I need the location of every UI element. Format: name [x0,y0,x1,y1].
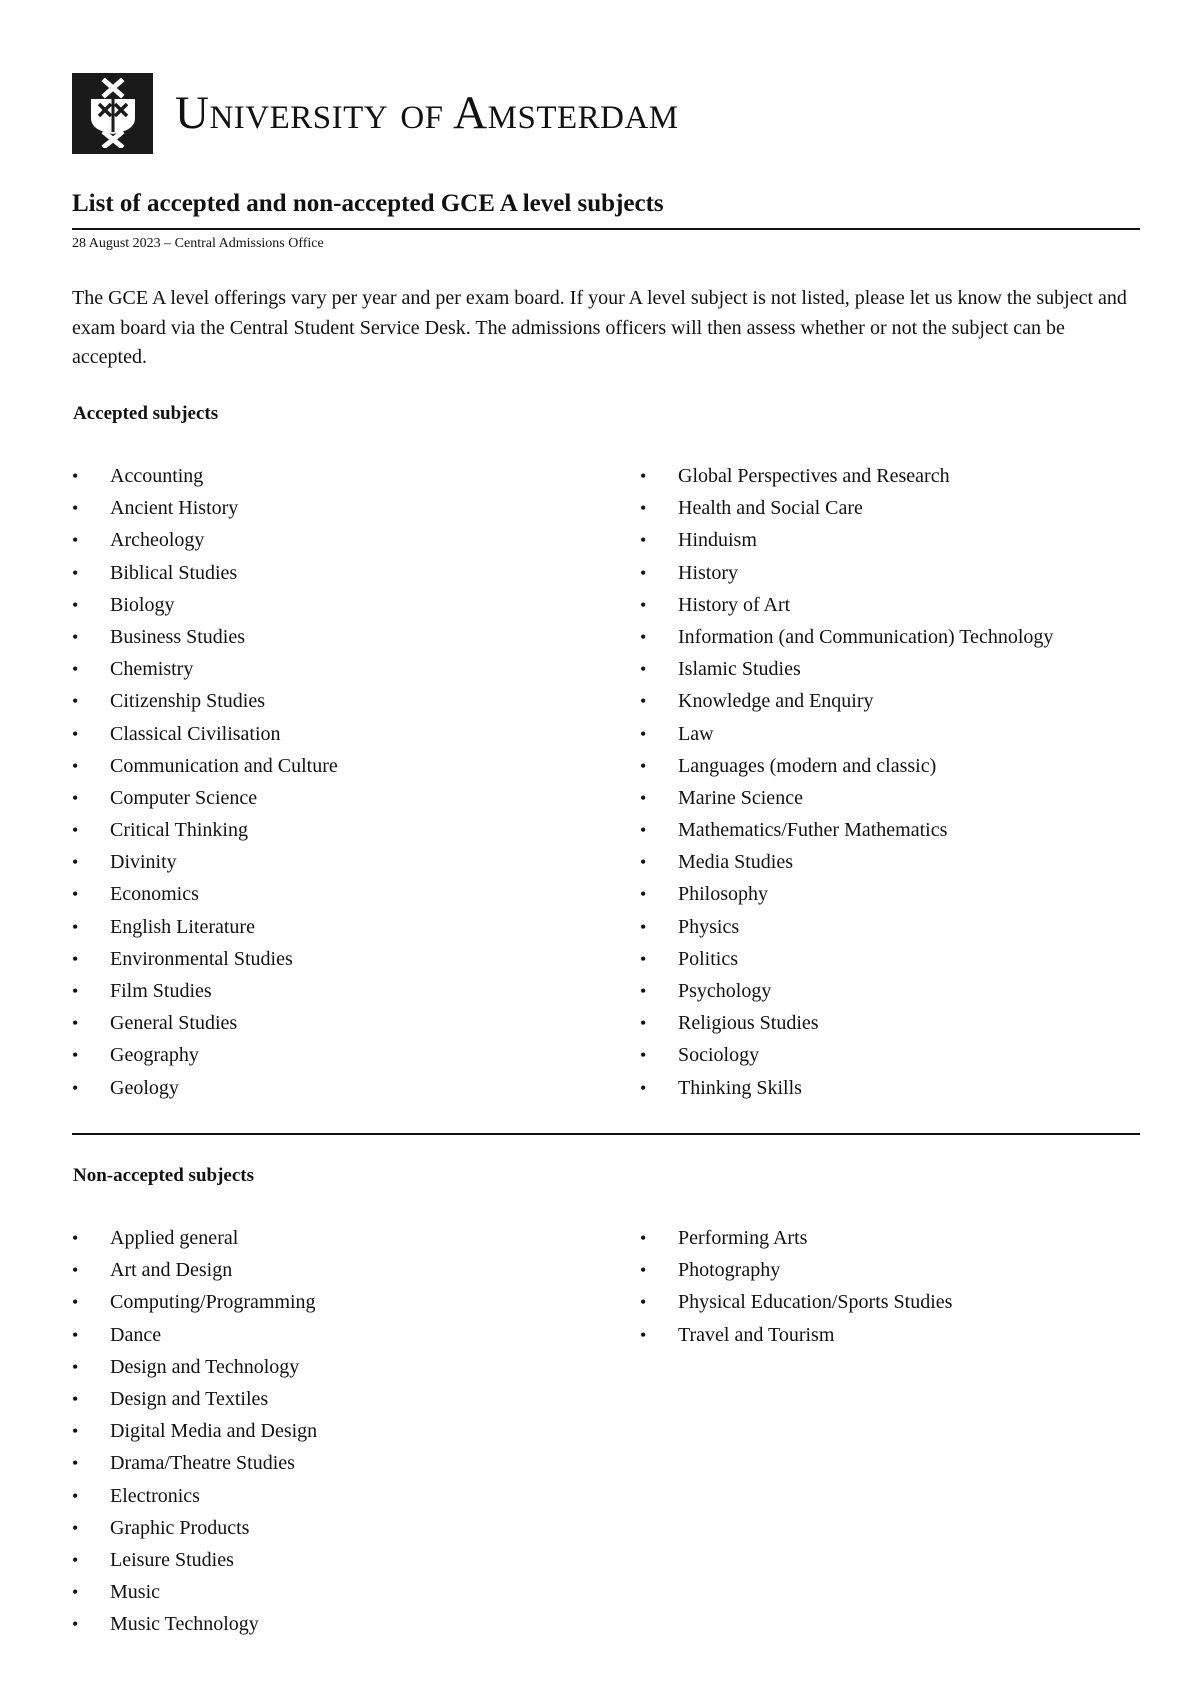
bullet-icon: • [72,820,79,841]
bullet-icon: • [72,466,79,486]
subject-name: Critical Thinking [110,819,248,842]
bullet-icon: • [640,755,647,776]
bullet-icon: • [640,916,647,937]
subject-list-item [640,460,1053,492]
bullet-icon: • [640,691,647,712]
bullet-icon: • [72,1356,79,1377]
subject-list-item [72,1383,317,1415]
subject-list-item [72,1447,317,1479]
document-title: List of accepted and non-accepted GCE A level subjects [72,190,664,217]
subject-list-item [72,621,338,653]
subject-list-item [72,975,338,1007]
bullet-icon: • [72,1228,79,1248]
subject-name: Geology [110,1076,179,1099]
subject-name: Applied general [110,1227,239,1249]
subject-name: Travel and Tourism [678,1323,835,1346]
subject-list-item [72,460,338,492]
subject-list-item [72,1222,317,1254]
subject-list-item [640,718,1053,750]
bullet-icon: • [72,498,79,519]
bullet-icon: • [640,1077,647,1098]
bullet-icon: • [640,723,647,744]
subject-name: Economics [110,883,199,906]
bullet-icon: • [640,1045,647,1066]
subject-name: Photography [678,1259,781,1282]
bullet-icon: • [640,1324,647,1345]
intro-paragraph: The GCE A level offerings vary per year and per exam board. If your A level subject is not listed, please let us know the subject and exam board via the Central Student Service Desk. The admissions officers will then assess whether or not the subject can be accepted. [72,287,1127,368]
subject-name: Electronics [110,1484,200,1507]
bullet-icon: • [640,1228,647,1248]
subject-list-item [72,1351,317,1383]
bullet-icon: • [72,1485,79,1506]
bullet-icon: • [72,530,79,551]
subject-name: Languages (modern and classic) [678,754,937,777]
subject-list-item [640,1319,952,1351]
subject-list-item [72,814,338,846]
subject-name: Islamic Studies [678,658,801,681]
subject-list-item [72,1576,317,1608]
subject-name: Film Studies [110,980,212,1002]
bullet-icon: • [640,530,647,551]
subject-list-item [640,492,1053,524]
subject-name: Leisure Studies [110,1548,234,1571]
subject-list-item [72,1319,317,1351]
subject-list-item [640,1222,952,1254]
bullet-icon: • [72,1077,79,1098]
bullet-icon: • [640,1013,647,1034]
bullet-icon: • [640,884,647,905]
bullet-icon: • [72,916,79,937]
subject-name: Communication and Culture [110,754,338,777]
subject-list-item [72,1415,317,1447]
bullet-icon: • [72,723,79,744]
bullet-icon: • [72,787,79,808]
subject-name: Graphic Products [110,1516,250,1539]
subject-name: Dance [110,1323,162,1346]
bullet-icon: • [72,659,79,680]
subject-name: Biblical Studies [110,561,238,584]
subject-list-item [640,878,1053,910]
bullet-icon: • [640,562,647,583]
non-accepted-subjects-list-right [640,1222,952,1351]
subject-name: Marine Science [678,786,803,809]
non-accepted-subjects-list-left [72,1222,317,1640]
letterhead [72,72,679,154]
subject-list-item [640,814,1053,846]
accepted-subjects-heading: Accepted subjects [73,403,219,424]
non-accepted-subjects-heading: Non-accepted subjects [73,1165,255,1186]
subject-list-item [640,653,1053,685]
bullet-icon: • [72,1421,79,1442]
subject-list-item [72,1254,317,1286]
subject-name: Divinity [110,851,177,874]
subject-list-item [72,846,338,878]
subject-list-item [72,557,338,589]
subject-name: Psychology [678,980,772,1002]
subject-list-item [72,1286,317,1318]
subject-list-item [640,782,1053,814]
bullet-icon: • [72,1517,79,1538]
subject-name: Citizenship Studies [110,690,265,713]
subject-name: Health and Social Care [678,497,863,520]
bullet-icon: • [72,626,79,647]
subject-name: General Studies [110,1012,238,1035]
subject-list-item [640,911,1053,943]
subject-list-item [72,943,338,975]
bullet-icon: • [640,981,647,1001]
subject-name: Physical Education/Sports Studies [678,1291,953,1314]
bullet-icon: • [72,1292,79,1313]
subject-name: Media Studies [678,851,793,874]
subject-list-item [640,975,1053,1007]
subject-name: Design and Textiles [110,1387,269,1410]
subject-name: Biology [110,593,175,616]
bullet-icon: • [72,1013,79,1034]
accepted-subjects-list-right [640,460,1053,1104]
bullet-icon: • [640,498,647,519]
bullet-icon: • [72,594,79,615]
subject-name: Geography [110,1044,199,1067]
bullet-icon: • [72,1045,79,1066]
subject-list-item [640,1072,1053,1104]
subject-list-item [72,685,338,717]
subject-name: Religious Studies [678,1012,819,1035]
subject-name: History [678,561,738,584]
subject-list-item [72,782,338,814]
subject-name: Physics [678,915,740,938]
bullet-icon: • [640,948,647,969]
bullet-icon: • [72,884,79,905]
subject-name: Music Technology [110,1613,259,1636]
subject-name: Computer Science [110,786,258,809]
bullet-icon: • [72,1453,79,1474]
subject-list-item [640,750,1053,782]
bullet-icon: • [72,852,79,873]
bullet-icon: • [640,1260,647,1281]
subject-list-item [640,557,1053,589]
subject-list-item [640,524,1053,556]
subject-list-item [72,1608,317,1640]
subject-list-item [72,1007,338,1039]
subject-list-item [640,1254,952,1286]
bullet-icon: • [72,1614,79,1635]
bullet-icon: • [640,659,647,680]
subject-name: Politics [678,947,739,970]
subject-name: English Literature [110,915,255,938]
subject-list-item [72,878,338,910]
subject-name: Thinking Skills [678,1076,802,1099]
subject-list-item [640,846,1053,878]
subject-name: Sociology [678,1044,760,1067]
bullet-icon: • [72,1582,79,1603]
bullet-icon: • [72,981,79,1001]
section-divider [72,1133,1140,1135]
uva-crest-icon [72,73,153,154]
subject-name: Accounting [110,465,204,487]
university-name: University of Amsterdam [175,86,679,139]
subject-name: Knowledge and Enquiry [678,690,874,713]
subject-list-item [640,943,1053,975]
subject-name: Mathematics/Futher Mathematics [678,819,948,842]
subject-name: Art and Design [110,1259,233,1282]
bullet-icon: • [72,562,79,583]
subject-name: Computing/Programming [110,1291,316,1314]
subject-list-item [72,589,338,621]
bullet-icon: • [72,1549,79,1570]
bullet-icon: • [640,852,647,873]
subject-name: Drama/Theatre Studies [110,1452,295,1475]
accepted-subjects-list-left [72,460,338,1104]
bullet-icon: • [640,820,647,841]
bullet-icon: • [72,948,79,969]
subject-name: Philosophy [678,883,769,906]
bullet-icon: • [640,594,647,615]
subject-name: Classical Civilisation [110,722,281,745]
crest-glyph [85,78,141,148]
subject-list-item [72,750,338,782]
subject-name: Design and Technology [110,1355,300,1378]
subject-list-item [640,1286,952,1318]
subject-list-item [72,911,338,943]
bullet-icon: • [72,1260,79,1281]
subject-name: Digital Media and Design [110,1420,318,1443]
subject-name: Information (and Communication) Technology [678,625,1054,648]
subject-list-item [72,653,338,685]
subject-name: Hinduism [678,529,757,552]
bullet-icon: • [640,1292,647,1313]
bullet-icon: • [72,755,79,776]
subject-list-item [640,1039,1053,1071]
subject-list-item [72,1039,338,1071]
subject-name: Law [678,722,714,745]
bullet-icon: • [640,466,647,486]
document-page [72,0,1140,1696]
subject-list-item [640,589,1053,621]
bullet-icon: • [72,1388,79,1409]
title-divider [72,228,1140,230]
bullet-icon: • [640,626,647,647]
subject-list-item [72,1072,338,1104]
subject-name: History of Art [678,593,791,616]
subject-list-item [72,492,338,524]
dateline: 28 August 2023 – Central Admissions Office [72,236,324,251]
subject-list-item [640,685,1053,717]
subject-name: Business Studies [110,625,246,648]
subject-name: Music [110,1581,160,1604]
subject-list-item [72,1512,317,1544]
subject-list-item [72,524,338,556]
subject-list-item [640,1007,1053,1039]
subject-list-item [72,718,338,750]
bullet-icon: • [72,1324,79,1345]
subject-list-item [72,1480,317,1512]
subject-name: Ancient History [110,497,239,520]
subject-name: Environmental Studies [110,947,293,970]
subject-name: Archeology [110,529,205,552]
subject-name: Performing Arts [678,1227,808,1249]
bullet-icon: • [72,691,79,712]
subject-name: Chemistry [110,658,194,681]
subject-name: Global Perspectives and Research [678,465,950,487]
bullet-icon: • [640,787,647,808]
subject-list-item [72,1544,317,1576]
subject-list-item [640,621,1053,653]
